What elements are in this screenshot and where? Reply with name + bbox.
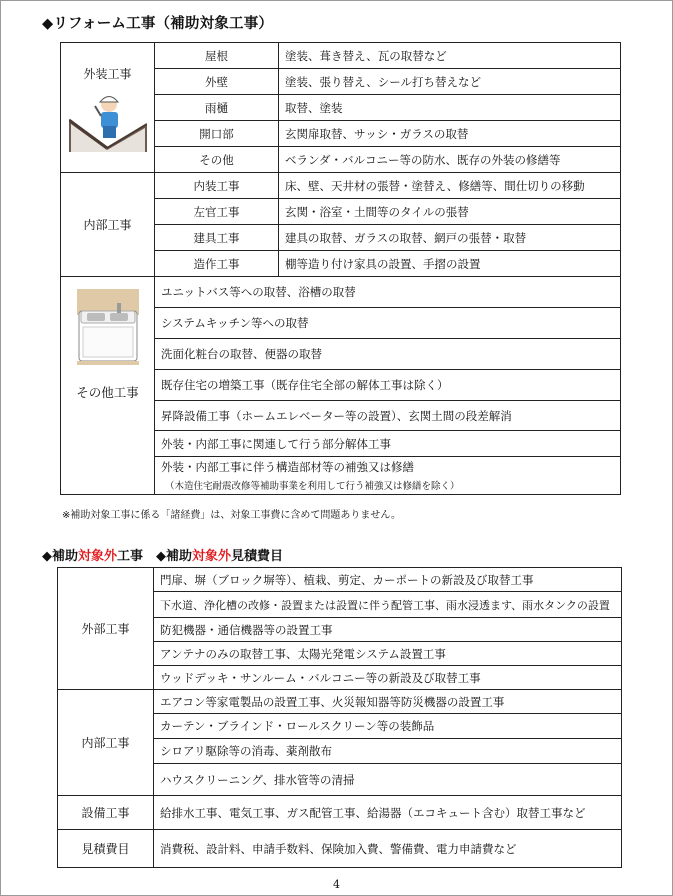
- exterior-desc: 玄関扉取替、サッシ・ガラスの取替: [279, 121, 621, 147]
- excluded-exterior-row: 下水道、浄化槽の改修・設置または設置に伴う配管工事、雨水浸透ます、雨水タンクの設置: [154, 592, 622, 618]
- excluded-interior-row: シロアリ駆除等の消毒、薬剤散布: [154, 739, 622, 764]
- exterior-category-cell: [61, 43, 155, 173]
- section2-title-part3: 見積費目: [231, 549, 284, 564]
- other-row: 既存住宅の増築工事（既存住宅全部の解体工事は除く）: [155, 370, 621, 401]
- interior-item: 建具工事: [155, 225, 279, 251]
- section2-title-red2: 対象外: [192, 549, 232, 564]
- excluded-interior-row: カーテン・ブラインド・ロールスクリーン等の装飾品: [154, 714, 622, 739]
- interior-item: 造作工事: [155, 251, 279, 277]
- interior-desc: 床、壁、天井材の張替・塗替え、修繕等、間仕切りの移動: [279, 173, 621, 199]
- exterior-item: 開口部: [155, 121, 279, 147]
- section2-title-red1: 対象外: [78, 549, 118, 564]
- excluded-interior-label: 内部工事: [81, 736, 130, 750]
- reform-table: [60, 42, 621, 495]
- section1-title: ◆リフォーム工事（補助対象工事）: [42, 16, 274, 32]
- interior-item: 左官工事: [155, 199, 279, 225]
- interior-desc: 玄関・浴室・土間等のタイルの張替: [279, 199, 621, 225]
- exterior-item: 外壁: [155, 69, 279, 95]
- sink-illustration: [77, 289, 139, 365]
- interior-category-cell: [61, 173, 155, 277]
- other-row: システムキッチン等への取替: [155, 308, 621, 339]
- section1-footnote: ※補助対象工事に係る「諸経費」は、対象工事費に含めて問題ありません。: [62, 510, 401, 521]
- excluded-exterior-row: 防犯機器・通信機器等の設置工事: [154, 618, 622, 642]
- equipment-desc: 給排水工事、電気工事、ガス配管工事、給湯器（エコキュート含む）取替工事など: [154, 796, 622, 830]
- exterior-label: 外装工事: [83, 67, 132, 81]
- other-row-last: [155, 457, 621, 495]
- excluded-exterior-cell: [58, 568, 154, 690]
- section2-title-part1: ◆補助: [42, 549, 78, 564]
- interior-desc: 建具の取替、ガラスの取替、網戸の張替・取替: [279, 225, 621, 251]
- excluded-interior-row: エアコン等家電製品の設置工事、火災報知器等防災機器の設置工事: [154, 690, 622, 714]
- exterior-item: その他: [155, 147, 279, 173]
- exterior-desc: 塗装、葺き替え、瓦の取替など: [279, 43, 621, 69]
- estimate-label: 見積費目: [81, 842, 130, 856]
- excluded-table: [57, 567, 622, 868]
- excluded-exterior-row: 門扉、塀（ブロック塀等）、植栽、剪定、カーポートの新設及び取替工事: [154, 568, 622, 592]
- exterior-desc: ベランダ・バルコニー等の防水、既存の外装の修繕等: [279, 147, 621, 173]
- interior-desc: 棚等造り付け家具の設置、手摺の設置: [279, 251, 621, 277]
- other-row: 昇降設備工事（ホームエレベーター等の設置）、玄関土間の段差解消: [155, 401, 621, 431]
- excluded-exterior-row: アンテナのみの取替工事、太陽光発電システム設置工事: [154, 642, 622, 666]
- roof-worker-illustration: [69, 90, 147, 152]
- other-row: 外装・内部工事に関連して行う部分解体工事: [155, 431, 621, 457]
- excluded-exterior-row: ウッドデッキ・サンルーム・バルコニー等の新設及び取替工事: [154, 666, 622, 690]
- other-label: その他工事: [76, 385, 139, 400]
- other-row-note: （木造住宅耐震改修等補助事業を利用して行う補強又は修繕を除く）: [165, 481, 460, 492]
- equipment-label: 設備工事: [81, 806, 130, 820]
- exterior-desc: 取替、塗装: [279, 95, 621, 121]
- page-number: 4: [333, 878, 340, 891]
- excluded-exterior-label: 外部工事: [81, 622, 130, 636]
- section2-title: [42, 545, 283, 564]
- exterior-item: 屋根: [155, 43, 279, 69]
- other-row: 洗面化粧台の取替、便器の取替: [155, 339, 621, 370]
- estimate-desc: 消費税、設計料、申請手数料、保険加入費、警備費、電力申請費など: [154, 830, 622, 868]
- excluded-interior-row: ハウスクリーニング、排水管等の清掃: [154, 764, 622, 796]
- equipment-cell: [58, 796, 154, 830]
- excluded-interior-cell: [58, 690, 154, 796]
- other-row-main: 外装・内部工事に伴う構造部材等の補強又は修繕: [161, 460, 414, 474]
- estimate-cell: [58, 830, 154, 868]
- interior-label: 内部工事: [83, 218, 132, 232]
- interior-item: 内装工事: [155, 173, 279, 199]
- other-row: ユニットバス等への取替、浴槽の取替: [155, 277, 621, 308]
- exterior-item: 雨樋: [155, 95, 279, 121]
- other-category-cell: [61, 277, 155, 495]
- section2-title-part2: 工事 ◆補助: [117, 549, 193, 564]
- exterior-desc: 塗装、張り替え、シール打ち替えなど: [279, 69, 621, 95]
